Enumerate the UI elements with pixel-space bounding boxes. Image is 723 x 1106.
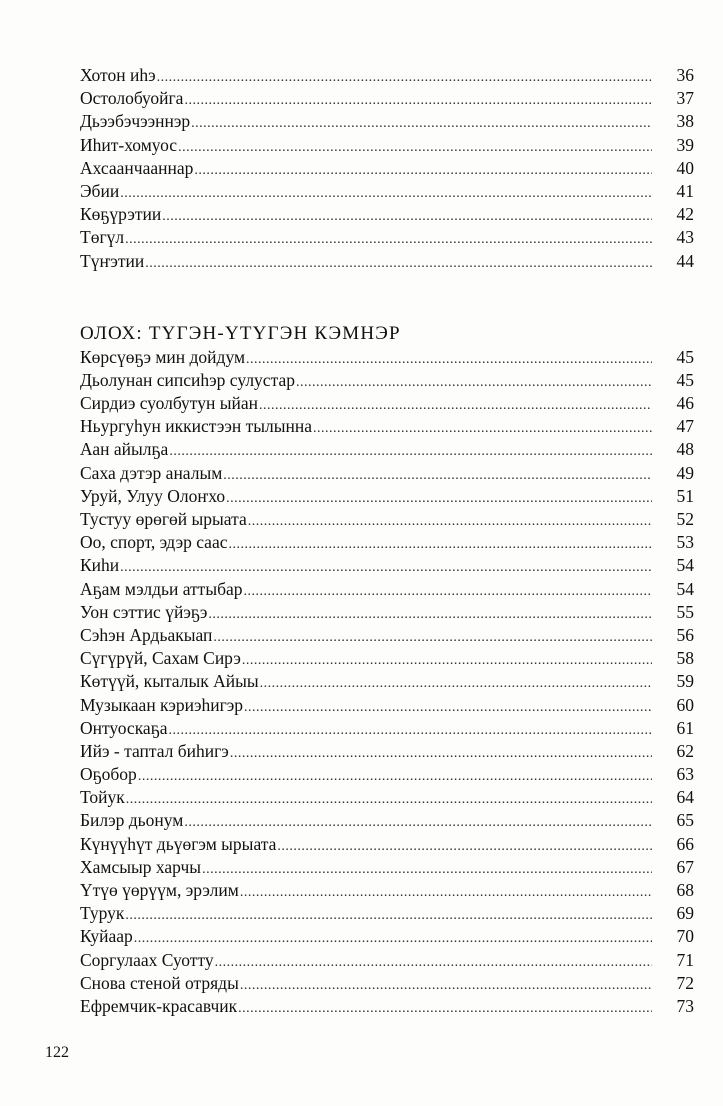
entry-page-number: 60 [676, 694, 694, 715]
entry-page-number: 67 [676, 856, 694, 877]
toc-entry [80, 531, 694, 554]
toc-entry [80, 554, 694, 577]
dot-leader [138, 765, 652, 788]
entry-page-number: 51 [676, 485, 694, 506]
entry-page-number: 59 [676, 671, 694, 692]
toc-entry [80, 485, 694, 508]
entry-page-number: 53 [676, 532, 694, 553]
entry-title: Аҕам мэлдьи аттыбар [80, 578, 243, 599]
dot-leader [120, 182, 652, 205]
toc-entry [80, 415, 694, 438]
dot-leader [226, 487, 652, 510]
dot-leader [157, 66, 652, 89]
entry-title: Сэһэн Ардьакыап [80, 624, 213, 645]
dot-leader [184, 89, 652, 112]
entry-page-number: 38 [676, 111, 694, 132]
section-gap [80, 273, 694, 321]
dot-leader [169, 440, 652, 463]
dot-leader [120, 556, 652, 579]
dot-leader [260, 672, 652, 695]
entry-title: Соргулаах Суотту [80, 949, 214, 970]
entry-page-number: 69 [676, 903, 694, 924]
entry-page-number: 61 [676, 717, 694, 738]
entry-title: Билэр дьонум [80, 810, 184, 831]
entry-title: Турук [80, 903, 125, 924]
dot-leader [240, 881, 652, 904]
dot-leader [242, 649, 652, 672]
entry-title: Оҕобор [80, 764, 137, 785]
toc-entry [80, 226, 694, 249]
toc-entry [80, 250, 694, 273]
dot-leader [230, 742, 652, 765]
entry-page-number: 71 [676, 949, 694, 970]
toc-entry [80, 856, 694, 879]
toc-entry [80, 601, 694, 624]
dot-leader [208, 603, 652, 626]
entry-page-number: 63 [676, 764, 694, 785]
toc-entry [80, 925, 694, 948]
dot-leader [178, 136, 652, 159]
dot-leader [168, 719, 652, 742]
toc-entry [80, 833, 694, 856]
toc-section-2 [80, 346, 694, 1018]
toc-entry [80, 902, 694, 925]
entry-page-number: 56 [676, 624, 694, 645]
toc-entry [80, 694, 694, 717]
toc-entry [80, 995, 694, 1018]
dot-leader [259, 394, 652, 417]
entry-title: Оо, спорт, эдэр саас [80, 532, 228, 553]
entry-page-number: 39 [676, 134, 694, 155]
entry-title: Дьолунан сипсиһэр сулустар [80, 369, 295, 390]
entry-page-number: 73 [676, 995, 694, 1016]
toc-entry [80, 110, 694, 133]
toc-entry [80, 949, 694, 972]
toc-entry [80, 369, 694, 392]
toc-entry [80, 392, 694, 415]
entry-page-number: 62 [676, 740, 694, 761]
entry-page-number: 64 [676, 787, 694, 808]
entry-page-number: 55 [676, 601, 694, 622]
dot-leader [215, 951, 652, 974]
dot-leader [134, 927, 652, 950]
toc-entry [80, 786, 694, 809]
toc-entry [80, 508, 694, 531]
toc-section-1 [80, 64, 694, 273]
entry-title: Күнүүһүт дьүөгэм ырыата [80, 833, 277, 854]
dot-leader [240, 974, 652, 997]
entry-title: Саха дэтэр аналым [80, 462, 223, 483]
entry-title: Киһи [80, 555, 120, 576]
toc-entry [80, 180, 694, 203]
entry-title: Көрсүөҕэ мин дойдум [80, 346, 246, 367]
entry-title: Тойук [80, 787, 125, 808]
entry-title: Аан айылҕа [80, 439, 169, 460]
toc-entry [80, 87, 694, 110]
entry-title: Ефремчик-красавчик [80, 995, 238, 1016]
entry-page-number: 45 [676, 346, 694, 367]
dot-leader [244, 696, 652, 719]
page-number: 122 [45, 1044, 69, 1061]
toc-entry [80, 809, 694, 832]
dot-leader [213, 626, 652, 649]
toc-entry [80, 203, 694, 226]
toc-entry [80, 157, 694, 180]
toc-entry [80, 763, 694, 786]
toc-entry [80, 740, 694, 763]
entry-title: Ахсаанчааннар [80, 157, 194, 178]
toc-entry [80, 647, 694, 670]
dot-leader [162, 205, 652, 228]
entry-page-number: 37 [676, 88, 694, 109]
toc-entry [80, 64, 694, 87]
dot-leader [313, 417, 652, 440]
entry-title: Түҥэтии [80, 250, 145, 271]
entry-page-number: 48 [676, 439, 694, 460]
dot-leader [229, 533, 653, 556]
entry-page-number: 42 [676, 204, 694, 225]
dot-leader [202, 858, 652, 881]
dot-leader [296, 371, 652, 394]
dot-leader [248, 510, 652, 533]
entry-page-number: 65 [676, 810, 694, 831]
dot-leader [244, 580, 653, 603]
entry-title: Снова стеной отряды [80, 972, 239, 993]
entry-title: Сирдиэ суолбутун ыйан [80, 393, 258, 414]
entry-page-number: 40 [676, 157, 694, 178]
entry-title: Музыкаан кэриэһигэр [80, 694, 244, 715]
entry-page-number: 58 [676, 648, 694, 669]
dot-leader [126, 788, 652, 811]
entry-title: Төгүл [80, 227, 125, 248]
table-of-contents [80, 64, 694, 1018]
toc-entry [80, 717, 694, 740]
entry-page-number: 44 [676, 250, 694, 271]
entry-title: Куйаар [80, 926, 133, 947]
entry-page-number: 70 [676, 926, 694, 947]
toc-entry [80, 134, 694, 157]
entry-page-number: 54 [676, 555, 694, 576]
entry-page-number: 66 [676, 833, 694, 854]
entry-title: Көтүүй, кыталык Айыы [80, 671, 259, 692]
entry-title: Хамсыыр харчы [80, 856, 202, 877]
dot-leader [184, 811, 652, 834]
entry-title: Сүгүрүй, Сахам Сирэ [80, 648, 241, 669]
entry-page-number: 45 [676, 369, 694, 390]
toc-entry [80, 346, 694, 369]
dot-leader [246, 348, 652, 371]
toc-entry [80, 462, 694, 485]
entry-title: Онтуоскаҕа [80, 717, 168, 738]
entry-page-number: 49 [676, 462, 694, 483]
dot-leader [125, 904, 652, 927]
entry-title: Эбии [80, 180, 120, 201]
toc-entry [80, 624, 694, 647]
entry-title: Хотон иһэ [80, 65, 156, 85]
entry-page-number: 54 [676, 578, 694, 599]
dot-leader [191, 112, 652, 135]
toc-entry [80, 879, 694, 902]
entry-title: Уруй, Улуу Олоҥхо [80, 485, 226, 506]
toc-entry [80, 972, 694, 995]
entry-title: Ньургуһун иккистээн тылынна [80, 416, 313, 437]
entry-page-number: 41 [676, 180, 694, 201]
entry-page-number: 43 [676, 227, 694, 248]
dot-leader [223, 464, 652, 487]
entry-title: Үтүө үөрүүм, эрэлим [80, 880, 239, 900]
entry-title: Ийэ - таптал биһигэ [80, 740, 229, 761]
entry-title: Дьээбэчээннэр [80, 111, 191, 132]
entry-page-number: 47 [676, 416, 694, 437]
entry-title: Тустуу өрөгөй ырыата [80, 509, 247, 529]
entry-title: Уон сэттис үйэҕэ [80, 601, 208, 622]
entry-page-number: 36 [676, 65, 694, 85]
section-heading: ОЛОХ: ТҮГЭН-ҮТҮГЭН КЭМНЭР [80, 322, 401, 344]
dot-leader [194, 159, 652, 182]
entry-page-number: 68 [676, 880, 694, 900]
dot-leader [145, 252, 652, 275]
toc-entry [80, 670, 694, 693]
entry-page-number: 72 [676, 972, 694, 993]
entry-title: Көҕүрэтии [80, 204, 162, 225]
dot-leader [277, 835, 652, 858]
entry-title: Иһит-хомуос [80, 134, 178, 155]
toc-entry [80, 578, 694, 601]
toc-entry [80, 438, 694, 461]
entry-page-number: 46 [676, 393, 694, 414]
dot-leader [125, 228, 652, 251]
dot-leader [238, 997, 652, 1020]
entry-page-number: 52 [676, 509, 694, 529]
entry-title: Остолобуойга [80, 88, 184, 109]
